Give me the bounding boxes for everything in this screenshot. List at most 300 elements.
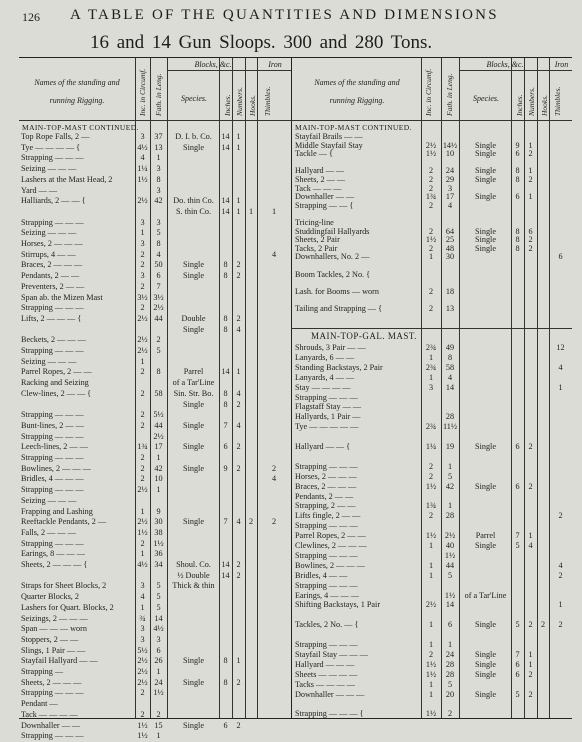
item-name: Strapping — — —: [21, 303, 84, 313]
block-number: 2: [236, 260, 241, 270]
block-inches: 6: [515, 149, 520, 159]
block-number: 1: [528, 531, 533, 541]
item-name: Strapping — — {: [295, 200, 354, 210]
block-inches: 5: [515, 689, 520, 699]
item-name: Strapping — — —: [295, 580, 358, 590]
item-name: Sheets, 2 Pair: [295, 235, 340, 245]
block-inches: 8: [223, 260, 228, 270]
block-species: Single: [475, 140, 496, 150]
block-inches: 8: [515, 243, 520, 253]
circumference: ¾: [139, 613, 146, 623]
section-heading-right-2: MAIN-TOP-GAL. MAST.: [311, 331, 417, 341]
circumference: 1: [140, 602, 145, 612]
circumference: 2: [140, 420, 145, 430]
circumference: 2½: [137, 656, 148, 666]
circumference: 2¾: [425, 362, 437, 372]
length: 42: [154, 196, 163, 206]
iron-hooks: 1: [248, 206, 254, 216]
item-name: Downhaller — — —: [295, 689, 365, 699]
item-name: Sheets, 2 — — — {: [21, 560, 88, 569]
length: 28: [445, 412, 455, 422]
length: 14: [445, 600, 455, 610]
item-name: Lashers for Quart. Blocks, 2: [21, 602, 114, 612]
block-number: 2: [236, 677, 241, 687]
block-species: Single: [475, 166, 496, 176]
block-species: Single: [475, 620, 496, 630]
item-name: Racking and Seizing: [21, 378, 89, 388]
block-number: 1: [236, 206, 241, 216]
circumference: 1¾: [137, 442, 148, 452]
header-fath: Fath. in Leng.: [154, 73, 163, 116]
circumference: 3: [140, 581, 145, 591]
item-name: Boom Tackles, 2 No. {: [295, 269, 371, 279]
block-species: Single: [475, 669, 496, 679]
circumference: 3: [140, 217, 145, 227]
rigging-table: [19, 57, 572, 741]
header-inches: Inches.: [223, 94, 232, 116]
item-name: Tack — — —: [295, 183, 342, 193]
length: 5: [447, 471, 453, 481]
length: 1½: [153, 688, 164, 698]
iron-thimbles: 2: [558, 620, 563, 630]
length: 10: [445, 149, 455, 159]
table-subtitle: 16 and 14 Gun Sloops. 300 and 280 Tons.: [90, 32, 433, 53]
block-species: Single: [475, 649, 496, 659]
length: 28: [445, 669, 455, 679]
block-inches: 6: [515, 669, 520, 679]
block-number: 1: [236, 196, 241, 206]
circumference: 1½: [425, 481, 437, 491]
block-inches: 8: [515, 175, 520, 184]
iron-thimbles: 4: [271, 474, 277, 484]
item-name: Hallyard — —: [295, 166, 345, 176]
circumference: 1: [428, 541, 434, 550]
item-name: Strapping — — —: [21, 410, 84, 420]
circumference: 2: [140, 463, 145, 473]
iron-thimbles: 2: [558, 570, 563, 580]
item-name: Stirrups, 4 — —: [21, 249, 76, 259]
block-inches: 6: [223, 720, 228, 730]
block-species: Single: [183, 324, 204, 334]
length: 13: [154, 142, 163, 152]
block-number: 2: [528, 481, 533, 491]
block-species: Single: [183, 399, 204, 409]
header-rule: [459, 70, 549, 71]
length: 38: [154, 527, 163, 537]
block-number: 2: [236, 570, 241, 580]
block-inches: 14: [221, 196, 230, 206]
item-name: Flagstaff Stay — —: [295, 402, 362, 412]
length: 28: [445, 659, 455, 669]
circumference: 1: [428, 252, 434, 262]
block-species: Single: [183, 271, 204, 281]
block-number: 1: [236, 367, 241, 377]
header-names: Names of the standing and running Rigging.: [34, 78, 120, 105]
block-number: 2: [236, 442, 241, 452]
header-hooks-right: Hooks.: [540, 94, 549, 116]
circumference: 1½: [425, 235, 437, 245]
block-inches: 8: [223, 399, 228, 409]
circumference: 1: [428, 372, 434, 382]
length: 10: [154, 474, 163, 484]
block-number: 2: [528, 175, 533, 184]
block-species: of a Tar'Line: [172, 378, 215, 388]
circumference: 2: [428, 243, 434, 253]
block-inches: 6: [223, 442, 228, 452]
iron-thimbles: 1: [558, 600, 563, 610]
block-species: Parrel: [183, 367, 204, 377]
header-circ-right: Inc. in Circumf.: [424, 68, 433, 116]
block-number: 4: [528, 541, 533, 550]
circumference: 1: [140, 506, 145, 516]
length: 24: [445, 166, 455, 176]
block-species: Single: [183, 720, 204, 730]
block-species: Single: [475, 243, 496, 253]
item-name: Earings, 4 — — —: [295, 590, 359, 600]
item-name: Strapping — — —: [295, 521, 358, 531]
length: 7: [156, 281, 161, 291]
block-number: 1: [528, 166, 533, 176]
circumference: 1: [428, 640, 434, 649]
length: 14½: [442, 140, 458, 150]
circumference: 2½: [137, 667, 148, 676]
item-name: Span ab. the Mizen Mast: [21, 292, 103, 302]
length: 24: [154, 677, 163, 687]
block-number: 1: [528, 192, 533, 202]
block-inches: 6: [515, 192, 520, 202]
item-name: Sheets — — — —: [295, 669, 358, 679]
block-species: Single: [475, 481, 496, 491]
header-species: Species.: [181, 94, 207, 103]
length: 3: [156, 164, 161, 174]
circumference: 1¼: [137, 164, 148, 174]
circumference: 4½: [137, 560, 148, 569]
item-name: Studdingfail Hallyards: [295, 226, 370, 236]
item-name: Tricing-line: [295, 218, 334, 227]
item-name: Strapping — — —: [21, 731, 84, 741]
length: 26: [154, 656, 163, 666]
header-rule: [257, 70, 291, 71]
item-name: Strapping — — —: [21, 217, 84, 227]
header-iron: Iron: [268, 60, 282, 69]
length: 36: [154, 549, 163, 559]
item-name: Top Rope Falls, 2 —: [21, 132, 90, 141]
circumference: 2: [140, 410, 145, 420]
circumference: 2: [140, 249, 145, 259]
block-species: Single: [183, 517, 204, 527]
table-row: [19, 321, 572, 332]
header-rule: [549, 70, 572, 71]
iron-thimbles: 1: [271, 206, 277, 216]
block-species: Single: [183, 260, 204, 270]
header-numbers: Numbers.: [235, 87, 244, 116]
block-inches: 14: [221, 206, 230, 216]
circumference: 2: [428, 461, 434, 471]
block-number: 1: [236, 656, 241, 666]
length: 3: [156, 185, 161, 195]
section-heading-right: MAIN-TOP-MAST CONTINUED.: [295, 123, 412, 132]
item-name: Middle Stayfail Stay: [295, 140, 363, 150]
item-name: Bowlines, 2 — — —: [21, 463, 91, 473]
item-name: Strapping — — —: [21, 538, 84, 548]
length: 42: [154, 463, 163, 473]
item-name: Stay — — — —: [295, 382, 351, 392]
length: 5: [447, 679, 453, 689]
circumference: 1½: [137, 174, 148, 184]
block-inches: 14: [221, 570, 230, 580]
item-name: Sheets, 2 — —: [295, 175, 346, 184]
block-number: 2: [236, 720, 241, 730]
item-name: Pendants, 2 — —: [21, 271, 80, 281]
item-name: Tack — — — —: [21, 709, 78, 719]
block-species: Single: [475, 235, 496, 245]
item-name: Strapping — — —: [21, 688, 84, 698]
length: 44: [154, 420, 163, 430]
block-inches: 7: [223, 420, 228, 430]
item-name: Leech-lines, 2 — —: [21, 442, 88, 452]
table-row: [19, 731, 572, 742]
iron-thimbles: 4: [558, 560, 563, 570]
item-name: Stoppers, 2 — —: [21, 634, 79, 644]
circumference: 2: [428, 649, 434, 659]
header-circ: Inc. in Circumf.: [138, 68, 147, 116]
item-name: Straps for Sheet Blocks, 2: [21, 581, 107, 591]
circumference: 2: [428, 175, 434, 184]
item-name: Strapping — — — {: [295, 709, 364, 719]
block-number: 4: [236, 388, 241, 398]
block-number: 2: [236, 399, 241, 409]
length: 8: [156, 239, 161, 248]
item-name: Strapping — — —: [295, 461, 358, 471]
length: 4½: [153, 624, 164, 634]
circumference: 2: [140, 367, 145, 377]
iron-thimbles: 2: [271, 517, 277, 527]
length: 25: [445, 235, 455, 245]
length: 6: [156, 645, 161, 655]
circumference: 2: [428, 304, 434, 313]
length: 14: [154, 613, 163, 623]
length: 58: [154, 388, 163, 398]
length: 30: [154, 517, 163, 527]
block-species: Single: [475, 689, 496, 699]
block-number: 1: [236, 142, 241, 152]
circumference: 3: [428, 382, 434, 392]
circumference: 2: [428, 471, 434, 481]
length: 1½: [153, 538, 164, 548]
block-species: Single: [475, 442, 496, 451]
header-inches-right: Inches.: [515, 94, 524, 116]
circumference: 2: [140, 688, 145, 698]
length: 3½: [153, 292, 164, 302]
table-row: [19, 709, 572, 720]
block-species: Parrel: [475, 531, 496, 541]
block-inches: 14: [221, 560, 230, 569]
item-name: Downhaller — —: [295, 192, 355, 202]
block-species: Single: [475, 192, 496, 202]
circumference: 1½: [425, 149, 437, 159]
length: 1: [156, 667, 161, 676]
item-name: Pendants, 2 — —: [295, 491, 354, 501]
header-thimbles: Thimbles.: [263, 86, 272, 116]
circumference: 3: [140, 132, 145, 141]
length: 8: [156, 174, 161, 184]
block-species: D. I. b. Co.: [175, 132, 212, 141]
iron-thimbles: 2: [558, 511, 563, 521]
block-inches: 8: [223, 656, 228, 666]
item-name: Tackle — {: [295, 149, 333, 159]
block-inches: 9: [515, 140, 520, 150]
length: 50: [154, 260, 163, 270]
length: 34: [154, 560, 163, 569]
block-species: Do. thin Co.: [173, 196, 214, 206]
circumference: 1: [428, 620, 434, 630]
length: 5: [156, 592, 161, 602]
length: 11½: [442, 422, 458, 432]
item-name: Bridles, 4 — —: [295, 570, 348, 580]
item-name: Earings, 8 — — —: [21, 549, 85, 559]
block-species: Single: [183, 442, 204, 452]
item-name: Strapping — — —: [295, 550, 358, 560]
item-name: Strapping — — —: [21, 453, 84, 462]
circumference: 1: [428, 570, 434, 580]
item-name: Tackles, 2 No. — {: [295, 620, 359, 630]
circumference: 3: [140, 624, 145, 634]
length: 2½: [444, 531, 456, 541]
item-name: Stayfail Brails — —: [295, 132, 363, 141]
block-inches: 8: [223, 313, 228, 323]
block-number: 4: [236, 324, 241, 334]
block-number: 2: [236, 271, 241, 281]
item-name: Hallyard — — —: [295, 659, 355, 669]
item-name: Tailing and Strapping — {: [295, 304, 383, 313]
item-name: Strapping — — —: [21, 153, 84, 163]
block-species: Single: [475, 175, 496, 184]
block-inches: 8: [223, 271, 228, 281]
circumference: 2: [428, 166, 434, 176]
circumference: 4½: [137, 142, 148, 152]
item-name: Tye — — — — —: [295, 422, 359, 432]
block-number: 4: [236, 420, 241, 430]
circumference: 2: [428, 200, 434, 210]
length: 19: [445, 442, 455, 451]
length: 3: [156, 217, 161, 227]
length: 5: [156, 602, 161, 612]
item-name: Stayfail Stay — — —: [295, 649, 368, 659]
block-inches: 5: [515, 620, 520, 630]
item-name: Parrel Ropes, 2 — —: [21, 367, 92, 377]
block-inches: 6: [515, 659, 520, 669]
length: 1½: [444, 590, 456, 600]
circumference: 2: [140, 474, 145, 484]
block-species: Single: [475, 226, 496, 236]
block-number: 1: [528, 659, 533, 669]
block-species: Single: [183, 463, 204, 473]
iron-thimbles: 4: [558, 362, 563, 372]
item-name: Seizings, 2 — — —: [21, 613, 88, 623]
block-number: 2: [236, 560, 241, 569]
block-number: 2: [528, 669, 533, 679]
item-name: Strapping, 2 — —: [295, 501, 356, 511]
item-name: Shifting Backstays, 1 Pair: [295, 600, 381, 610]
circumference: 2½: [137, 346, 148, 355]
length: 6: [447, 620, 453, 630]
block-number: 2: [528, 149, 533, 159]
item-name: Clewlines, 2 — — —: [295, 541, 367, 550]
length: 5: [156, 581, 161, 591]
circumference: 1¾: [425, 501, 437, 511]
circumference: 2½: [425, 140, 437, 150]
length: 5½: [153, 410, 164, 420]
circumference: 2: [428, 286, 434, 296]
circumference: 1¾: [425, 192, 437, 202]
circumference: 3: [140, 271, 145, 281]
block-inches: 6: [515, 481, 520, 491]
circumference: 1½: [137, 527, 148, 537]
item-name: Downhallers, No. 2 —: [295, 252, 370, 262]
item-name: Bowlines, 2 — — —: [295, 560, 365, 570]
length: 17: [445, 192, 455, 202]
item-name: Strapping —: [21, 667, 64, 676]
circumference: 2½: [137, 196, 148, 206]
circumference: 1: [428, 679, 434, 689]
item-name: Clew-lines, 2 — — {: [21, 388, 92, 398]
length: 20: [445, 689, 455, 699]
item-name: Downhaller — —: [21, 720, 81, 730]
block-inches: 8: [223, 677, 228, 687]
circumference: 3: [140, 239, 145, 248]
item-name: Tye — — — — {: [21, 142, 81, 152]
block-inches: 8: [515, 235, 520, 245]
circumference: 2: [140, 281, 145, 291]
circumference: 2: [140, 303, 145, 313]
item-name: Tacks, 2 Pair: [295, 243, 338, 253]
length: 4: [447, 372, 453, 382]
block-species: Double: [181, 313, 206, 323]
circumference: 2½: [137, 485, 148, 495]
block-inches: 8: [223, 388, 228, 398]
item-name: Lashers at the Mast Head, 2: [21, 174, 113, 184]
block-number: 2: [528, 620, 533, 630]
circumference: 1½: [137, 720, 148, 730]
length: 1: [447, 501, 453, 511]
circumference: 4: [140, 592, 145, 602]
item-name: Hallyards, 1 Pair —: [295, 412, 361, 422]
circumference: 1: [140, 228, 145, 238]
iron-thimbles: 4: [271, 249, 277, 259]
item-name: Reeftackle Pendants, 2 —: [21, 517, 107, 527]
length: 8: [447, 352, 453, 362]
circumference: 1¼: [425, 442, 437, 451]
circumference: 2: [140, 538, 145, 548]
length: 1: [156, 453, 161, 462]
length: 13: [445, 304, 455, 313]
item-name: Strapping — — —: [21, 485, 84, 495]
length: 14: [445, 382, 455, 392]
header-iron-right: Iron: [554, 60, 569, 69]
length: 2½: [153, 431, 164, 441]
length: 4: [447, 200, 453, 210]
circumference: 3½: [137, 292, 148, 302]
iron-thimbles: 12: [556, 343, 565, 352]
block-inches: 14: [221, 142, 230, 152]
item-name: Bridles, 4 — — —: [21, 474, 84, 484]
length: 30: [445, 252, 455, 262]
circumference: 1½: [425, 531, 437, 541]
block-species: ½ Double: [177, 570, 210, 580]
block-species: S. thin Co.: [175, 206, 212, 216]
length: 2: [156, 709, 161, 719]
iron-hooks: 2: [248, 517, 254, 527]
